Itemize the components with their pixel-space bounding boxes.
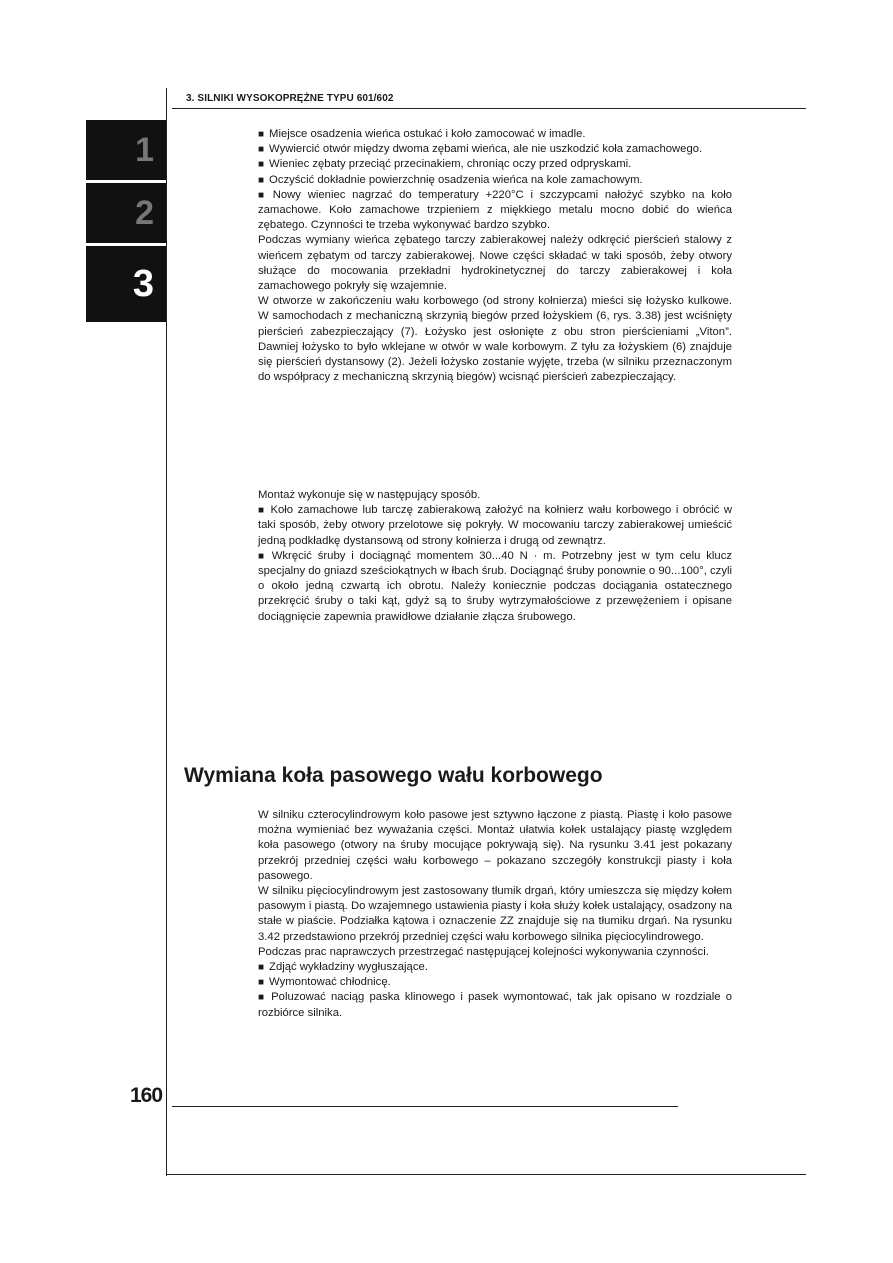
- page-number: 160: [130, 1084, 163, 1107]
- paragraph: Podczas wymiany wieńca zębatego tarczy zabierakowej należy odkręcić pierścień stalowy z wieńcem zębatym od tarczy zabierakowej. Nowe części składać w taki sposób, żeby otwory służące do mocowania przekładni hydrokinetycznej do tarczy zabierakowej i koła zamachowego pokryły się wzajemnie.: [258, 234, 732, 293]
- bullet-paragraph: ■ Wywiercić otwór między dwoma zębami wieńca, ale nie uszkodzić koła zamachowego.: [258, 142, 732, 157]
- paragraph: W otworze w zakończeniu wału korbowego (od strony kołnierza) mieści się łożysko kulkowe. W samochodach z mechaniczną skrzynią biegów przed łożyskiem (6, rys. 3.38) jest wciśnięty pierścień zabezpieczający (7). Łożysko jest osłonięte z obu stron pierścieniami „Viton”. Dawniej łożysko to było wklejane w otwór w wale korbowym. Z tyłu za łożyskiem (6) znajduje się pierścień dystansowy (2). Jeżeli łożysko zostanie wyjęte, trzeba (w silniku przeznaczonym do współpracy z mechaniczną skrzynią biegów) wcisnąć pierścień zabezpieczający.: [258, 295, 732, 384]
- bullet-paragraph: ■ Nowy wieniec nagrzać do temperatury +220°C i szczypcami nałożyć szybko na koło zamachowe. Koło zamachowe trzpieniem z miękkiego metalu mocno dobić do wieńca zębatego. Czynności te trzeba wykonywać bardzo szybko.: [258, 188, 732, 234]
- paragraph: W silniku czterocylindrowym koło pasowe jest sztywno łączone z piastą. Piastę i koło pasowe można wymieniać bez wyważania części. Montaż ułatwia kołek ustalający piastę względem koła pasowego (otwory na śruby mocujące pokrywają się). Na rysunku 3.41 jest pokazany przekrój przedniej części wału korbowego – pokazano szczegóły konstrukcji piasty i koła pasowego.: [258, 809, 732, 882]
- footer-rule: [172, 1106, 678, 1107]
- text-block-assembly: [258, 488, 732, 625]
- bullet-paragraph: ■ Wieniec zębaty przeciąć przecinakiem, chroniąc oczy przed odpryskami.: [258, 157, 732, 172]
- left-margin-rule: [166, 88, 167, 1176]
- text-block-flywheel: [258, 127, 732, 385]
- bullet-paragraph: ■ Koło zamachowe lub tarczę zabierakową założyć na kołnierz wału korbowego i obrócić w taki sposób, żeby otwory przelotowe się pokryły. W mocowaniu tarczy zabierakowej umieścić jedną podkładkę dystansową od strony kołnierza i drugą od zewnątrz.: [258, 503, 732, 549]
- chapter-tab-1: 1: [86, 120, 166, 180]
- chapter-tabs: [86, 120, 166, 325]
- paragraph: Montaż wykonuje się w następujący sposób.: [258, 489, 481, 501]
- paragraph: Podczas prac naprawczych przestrzegać następującej kolejności wykonywania czynności.: [258, 945, 709, 958]
- header-rule: [172, 108, 806, 109]
- text-block-pulley: [258, 808, 732, 1021]
- section-title: Wymiana koła pasowego wału korbowego: [184, 764, 603, 787]
- bullet-paragraph: ■ Zdjąć wykładziny wygłuszające.: [258, 960, 732, 975]
- bullet-paragraph: ■ Oczyścić dokładnie powierzchnię osadzenia wieńca na kole zamachowym.: [258, 173, 732, 188]
- bullet-paragraph: ■ Wymontować chłodnicę.: [258, 975, 732, 990]
- paragraph: W silniku pięciocylindrowym jest zastosowany tłumik drgań, który umieszcza się między kołem pasowym i piastą. Do wzajemnego ustawienia piasty i koła służy kołek ustalający, osadzony na stałe w piaście. Podziałka kątowa i oznaczenie ZZ znajduje się na tłumiku drgań. Na rysunku 3.42 przedstawiono przekrój przedniej części wału korbowego silnika pięciocylindrowego.: [258, 885, 732, 943]
- running-header: 3. SILNIKI WYSOKOPRĘŻNE TYPU 601/602: [186, 93, 394, 104]
- bullet-paragraph: ■ Wkręcić śruby i dociągnąć momentem 30...40 N · m. Potrzebny jest w tym celu klucz specjalny do gniazd sześciokątnych w łbach śrub. Dociągnąć śruby ponownie o 90...100°, czyli o około jedną czwartą ich obrotu. Należy koniecznie podczas dociągania ostatecznego przekręcić śruby o taki kąt, gdyż są to śruby wytrzymałościowe z przewężeniem i opisane dociągnięcie zapewnia prawidłowe działanie złącza śrubowego.: [258, 549, 732, 625]
- chapter-tab-2: 2: [86, 183, 166, 243]
- bullet-paragraph: ■ Miejsce osadzenia wieńca ostukać i koło zamocować w imadle.: [258, 127, 732, 142]
- page-bottom-rule: [166, 1174, 806, 1175]
- bullet-paragraph: ■ Poluzować naciąg paska klinowego i pasek wymontować, tak jak opisano w rozdziale o rozbiórce silnika.: [258, 990, 732, 1020]
- chapter-tab-3: 3: [86, 246, 166, 322]
